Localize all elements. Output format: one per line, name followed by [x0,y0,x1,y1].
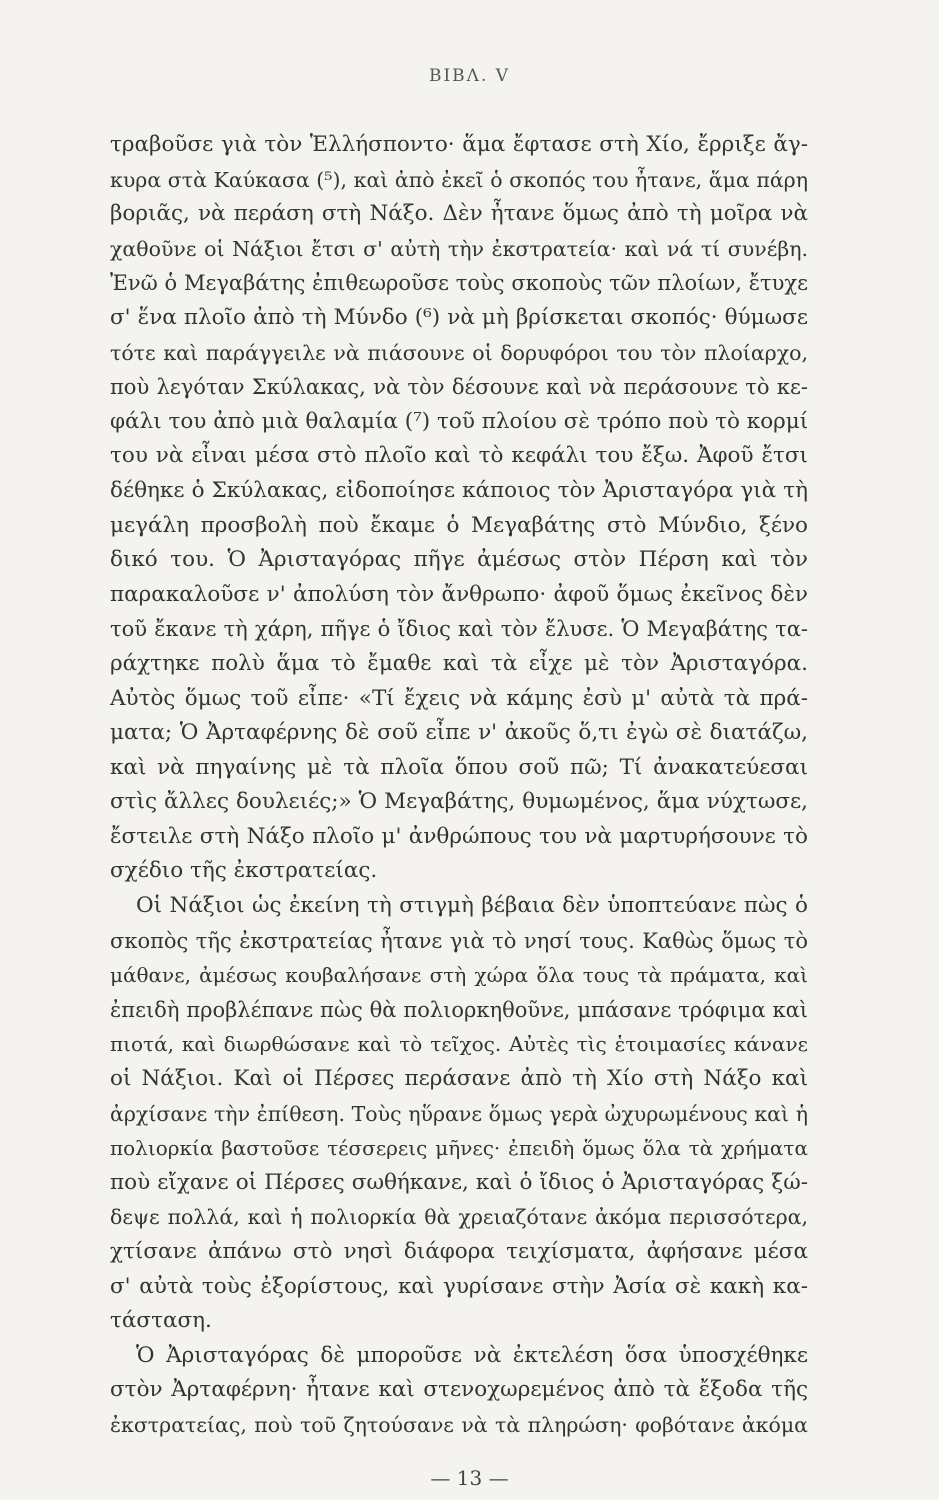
text-line: δεψε πολλά, καὶ ἡ πολιορκία θὰ χρειαζότανε ἀκόμα περισσότερα, [110,1205,808,1230]
text-line: σ' αὐτὰ τοὺς ἐξορίστους, καὶ γυρίσανε στὴν Ἀσία σὲ κακὴ κα- [110,1273,808,1299]
text-line: παρακαλοῦσε ν' ἀπολύση τὸν ἄνθρωπο· ἀφοῦ ὅμως ἐκεῖνος δὲν [110,581,808,607]
text-line: οἱ Νάξιοι. Καὶ οἱ Πέρσες περάσανε ἀπὸ τὴ Χίο στὴ Νάξο καὶ [110,1066,808,1092]
text-line: μάθανε, ἀμέσως κουβαλήσανε στὴ χώρα ὅλα τους τὰ πράματα, καὶ [110,963,808,988]
running-head: ΒΙΒΛ. V [428,66,511,86]
text-line: σχέδιο τῆς ἐκστρατείας. [110,858,378,884]
text-line: πολιορκία βαστοῦσε τέσσερεις μῆνες· ἐπειδὴ ὅμως ὅλα τὰ χρήματα [110,1136,808,1161]
text-line: Ἐνῶ ὁ Μεγαβάτης ἐπιθεωροῦσε τοὺς σκοποὺς τῶν πλοίων, ἔτυχε [110,271,808,296]
text-line: ποὺ εἴχανε οἱ Πέρσες σωθήκανε, καὶ ὁ ἴδιος ὁ Ἀρισταγόρας ξώ- [110,1169,808,1195]
text-line: σ' ἕνα πλοῖο ἀπὸ τὴ Μύνδο (⁶) νὰ μὴ βρίσκεται σκοπός· θύμωσε [110,304,808,330]
text-line: τάσταση. [110,1308,212,1334]
text-line: Αὐτὸς ὅμως τοῦ εἶπε· «Τί ἔχεις νὰ κάμης ἐσὺ μ' αὐτὰ τὰ πρά- [110,685,808,711]
text-line: σκοπὸς τῆς ἐκστρατείας ἦτανε γιὰ τὸ νησί τους. Καθὼς ὅμως τὸ [110,928,808,953]
text-line: κυρα στὰ Καύκασα (⁵), καὶ ἀπὸ ἐκεῖ ὁ σκοπός του ἦτανε, ἅμα πάρη [110,167,808,192]
text-line: Οἱ Νάξιοι ὡς ἐκείνη τὴ στιγμὴ βέβαια δὲν ὑποπτεύανε πὼς ὁ [136,893,808,919]
text-line: ἀρχίσανε τὴν ἐπίθεση. Τοὺς ηὕρανε ὅμως γερὰ ὠχυρωμένους καὶ ἡ [110,1101,808,1126]
text-line: ἔστειλε στὴ Νάξο πλοῖο μ' ἀνθρώπους του νὰ μαρτυρήσουνε τὸ [110,823,808,849]
text-line: Ὁ Ἀρισταγόρας δὲ μποροῦσε νὰ ἐκτελέση ὅσα ὑποσχέθηκε [136,1342,808,1368]
text-line: τότε καὶ παράγγειλε νὰ πιάσουνε οἱ δορυφόροι του τὸν πλοίαρχο, [110,340,808,365]
text-line: στὶς ἄλλες δουλειές;» Ὁ Μεγαβάτης, θυμωμένος, ἅμα νύχτωσε, [110,789,808,815]
text-line: δέθηκε ὁ Σκύλακας, εἰδοποίησε κάποιος τὸν Ἀρισταγόρα γιὰ τὴ [110,477,808,503]
text-line: χτίσανε ἀπάνω στὸ νησὶ διάφορα τειχίσματα, ἀφήσανε μέσα [110,1239,808,1264]
text-line: καὶ νὰ πηγαίνης μὲ τὰ πλοῖα ὅπου σοῦ πῶ; Τί ἀνακατεύεσαι [110,754,808,780]
text-line: στὸν Ἀρταφέρνη· ἦτανε καὶ στενοχωρεμένος ἀπὸ τὰ ἔξοδα τῆς [110,1377,808,1403]
text-line: μεγάλη προσβολὴ ποὺ ἔκαμε ὁ Μεγαβάτης στὸ Μύνδιο, ξένο [110,512,808,538]
text-line: χαθοῦνε οἱ Νάξιοι ἔτσι σ' αὐτὴ τὴν ἐκστρατεία· καὶ νά τί συνέβη. [110,236,808,261]
page-number: — 13 — [430,1466,509,1490]
text-line: φάλι του ἀπὸ μιὰ θαλαμία (⁷) τοῦ πλοίου σὲ τρόπο ποὺ τὸ κορμί [110,408,808,434]
text-line: βοριᾶς, νὰ περάση στὴ Νάξο. Δὲν ἦτανε ὅμως ἀπὸ τὴ μοῖρα νὰ [110,201,808,227]
text-line: ἐκστρατείας, ποὺ τοῦ ζητούσανε νὰ τὰ πληρώση· φοβότανε ἀκόμα [110,1412,808,1437]
text-line: τραβοῦσε γιὰ τὸν Ἑλλήσποντο· ἅμα ἔφτασε στὴ Χίο, ἔρριξε ἄγ- [110,132,808,157]
body-text [110,128,808,1443]
text-line: ποὺ λεγόταν Σκύλακας, νὰ τὸν δέσουνε καὶ νὰ περάσουνε τὸ κε- [110,375,808,400]
text-line: ράχτηκε πολὺ ἅμα τὸ ἔμαθε καὶ τὰ εἶχε μὲ τὸν Ἀρισταγόρα. [110,650,808,676]
text-line: του νὰ εἶναι μέσα στὸ πλοῖο καὶ τὸ κεφάλι του ἔξω. Ἀφοῦ ἔτσι [110,443,808,469]
text-line: δικό του. Ὁ Ἀρισταγόρας πῆγε ἀμέσως στὸν Πέρση καὶ τὸν [110,547,808,573]
text-line: πιοτά, καὶ διωρθώσανε καὶ τὸ τεῖχος. Αὐτὲς τὶς ἑτοιμασίες κάνανε [110,1032,808,1057]
text-line: ἐπειδὴ προβλέπανε πὼς θὰ πολιορκηθοῦνε, μπάσανε τρόφιμα καὶ [110,997,808,1022]
text-line: ματα; Ὁ Ἀρταφέρνης δὲ σοῦ εἶπε ν' ἀκοῦς ὅ,τι ἐγὼ σὲ διατάζω, [110,720,808,746]
text-line: τοῦ ἔκανε τὴ χάρη, πῆγε ὁ ἴδιος καὶ τὸν ἔλυσε. Ὁ Μεγαβάτης τα- [110,617,808,642]
